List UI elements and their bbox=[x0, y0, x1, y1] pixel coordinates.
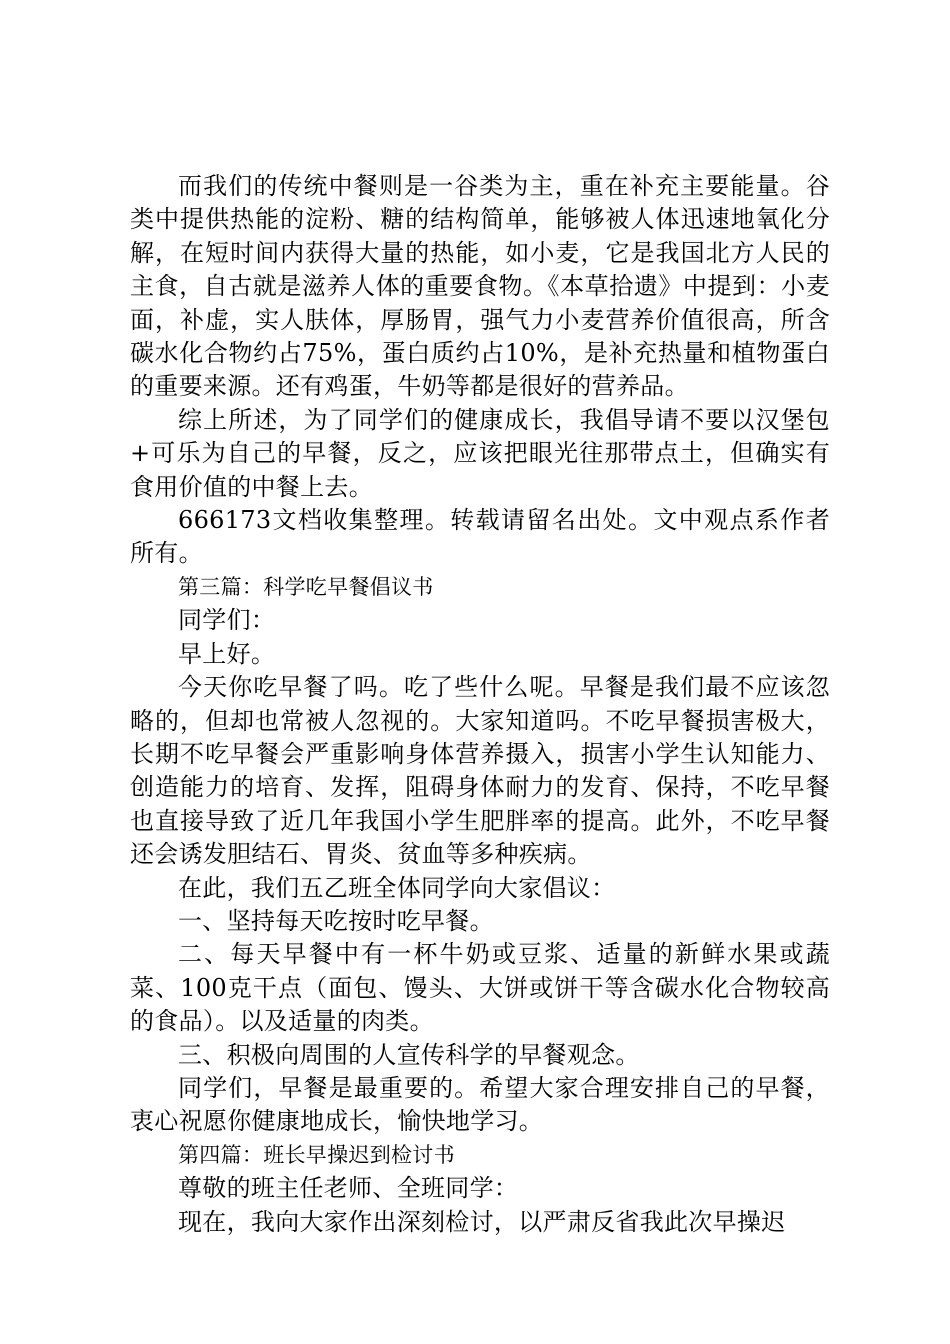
document-body bbox=[130, 170, 830, 1239]
paragraph-source-note: 666173文档收集整理。转载请留名出处。文中观点系作者所有。 bbox=[130, 506, 830, 568]
paragraph-salutation: 尊敬的班主任老师、全班同学： bbox=[178, 1174, 519, 1203]
section-heading-3: 第三篇：科学吃早餐倡议书 bbox=[178, 574, 434, 599]
paragraph-self-criticism: 现在，我向大家作出深刻检讨，以严肃反省我此次早操迟 bbox=[178, 1207, 786, 1236]
paragraph-proposal-3: 三、积极向周围的人宣传科学的早餐观念。 bbox=[178, 1040, 640, 1069]
paragraph-greeting: 同学们： bbox=[178, 606, 276, 635]
paragraph-closing: 同学们，早餐是最重要的。希望大家合理安排自己的早餐，衷心祝愿你健康地成长，愉快地学习。 bbox=[130, 1073, 830, 1136]
paragraph-proposal-1: 一、坚持每天吃按时吃早餐。 bbox=[178, 906, 494, 935]
paragraph-proposal-intro: 在此，我们五乙班全体同学向大家倡议： bbox=[178, 873, 616, 902]
paragraph-summary: 综上所述，为了同学们的健康成长，我倡导请不要以汉堡包+可乐为自己的早餐，反之，应该把眼光往那带点土，但确实有食用价值的中餐上去。 bbox=[130, 405, 830, 501]
section-heading-4: 第四篇：班长早操迟到检讨书 bbox=[178, 1142, 455, 1167]
paragraph-good-morning: 早上好。 bbox=[178, 639, 276, 668]
paragraph-breakfast-importance: 今天你吃早餐了吗。吃了些什么呢。早餐是我们最不应该忽略的，但却也常被人忽视的。大家知道吗。不吃早餐损害极大，长期不吃早餐会严重影响身体营养摄入，损害小学生认知能力、创造能力的培育、发挥，阻碍身体耐力的发育、保持，不吃早餐也直接导致了近几年我国小学生肥胖率的提高。此外，不吃早餐还会诱发胆结石、胃炎、贫血等多种疾病。 bbox=[130, 673, 830, 869]
paragraph-chinese-meal: 而我们的传统中餐则是一谷类为主，重在补充主要能量。谷类中提供热能的淀粉、糖的结构简单，能够被人体迅速地氧化分解，在短时间内获得大量的热能，如小麦，它是我国北方人民的主食，自古就是滋养人体的重要食物。《本草拾遗》中提到：小麦面，补虚，实人肤体，厚肠胃，强气力小麦营养价值很高，所含碳水化合物约占75%，蛋白质约占10%，是补充热量和植物蛋白的重要来源。还有鸡蛋，牛奶等都是很好的营养品。 bbox=[130, 172, 830, 401]
paragraph-proposal-2: 二、每天早餐中有一杯牛奶或豆浆、适量的新鲜水果或蔬菜、100克干点（面包、馒头、大饼或饼干等含碳水化合物较高的食品）。以及适量的肉类。 bbox=[130, 940, 830, 1036]
